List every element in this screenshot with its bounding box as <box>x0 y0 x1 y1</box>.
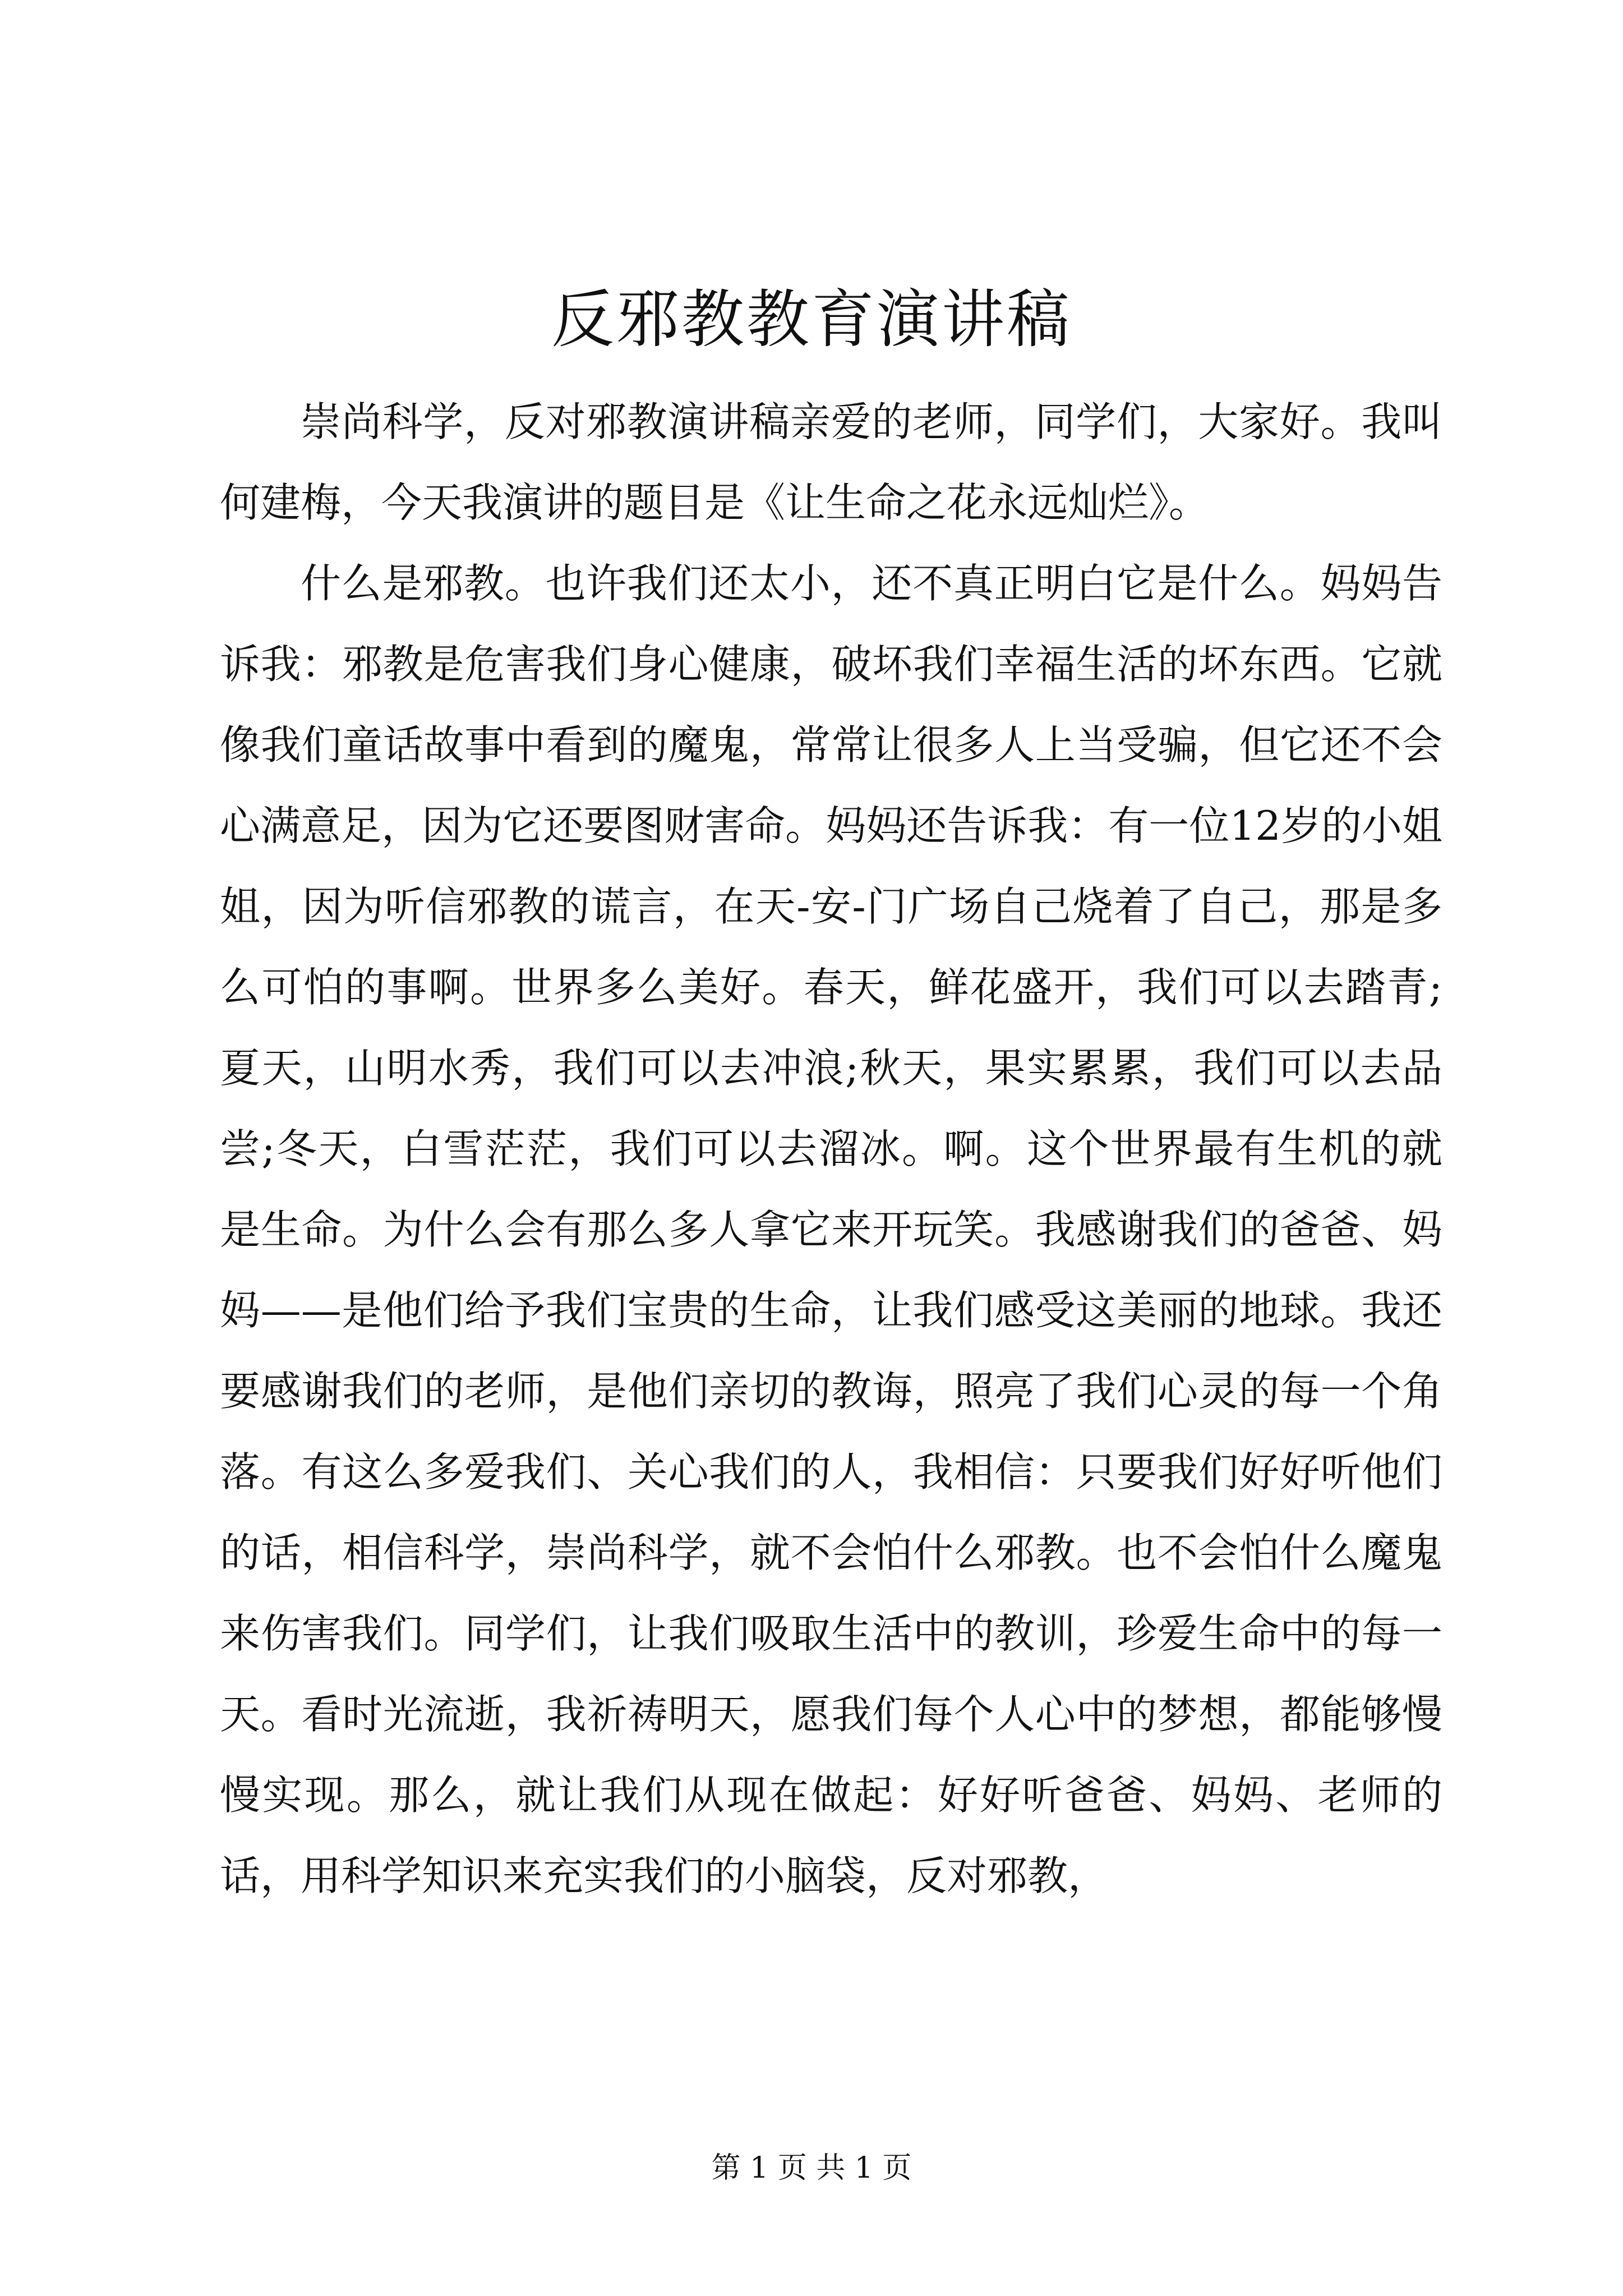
document-title: 反邪教教育演讲稿 <box>551 283 1072 356</box>
paragraph-2: 什么是邪教。也许我们还太小，还不真正明白它是什么。妈妈告诉我：邪教是危害我们身心健康，破坏我们幸福生活的坏东西。它就像我们童话故事中看到的魔鬼，常常让很多人上当受骗，但它还不会心满意足，因为它还要图财害命。妈妈还告诉我：有一位12岁的小姐姐，因为听信邪教的谎言，在天-安-门广场自己烧着了自己，那是多么可怕的事啊。世界多么美好。春天，鲜花盛开，我们可以去踏青;夏天，山明水秀，我们可以去冲浪;秋天，果实累累，我们可以去品尝;冬天，白雪茫茫，我们可以去溜冰。啊。这个世界最有生机的就是生命。为什么会有那么多人拿它来开玩笑。我感谢我们的爸爸、妈妈——是他们给予我们宝贵的生命，让我们感受这美丽的地球。我还要感谢我们的老师，是他们亲切的教诲，照亮了我们心灵的每一个角落。有这么多爱我们、关心我们的人，我相信：只要我们好好听他们的话，相信科学，崇尚科学，就不会怕什么邪教。也不会怕什么魔鬼来伤害我们。同学们，让我们吸取生活中的教训，珍爱生命中的每一天。看时光流逝，我祈祷明天，愿我们每个人心中的梦想，都能够慢慢实现。那么，就让我们从现在做起：好好听爸爸、妈妈、老师的话，用科学知识来充实我们的小脑袋，反对邪教， <box>220 560 1442 1899</box>
document-body <box>220 381 1442 1916</box>
page-footer: 第 1 页 共 1 页 <box>711 2151 912 2185</box>
paragraph-1: 崇尚科学，反对邪教演讲稿亲爱的老师，同学们，大家好。我叫何建梅，今天我演讲的题目是《让生命之花永远灿烂》。 <box>220 398 1442 526</box>
